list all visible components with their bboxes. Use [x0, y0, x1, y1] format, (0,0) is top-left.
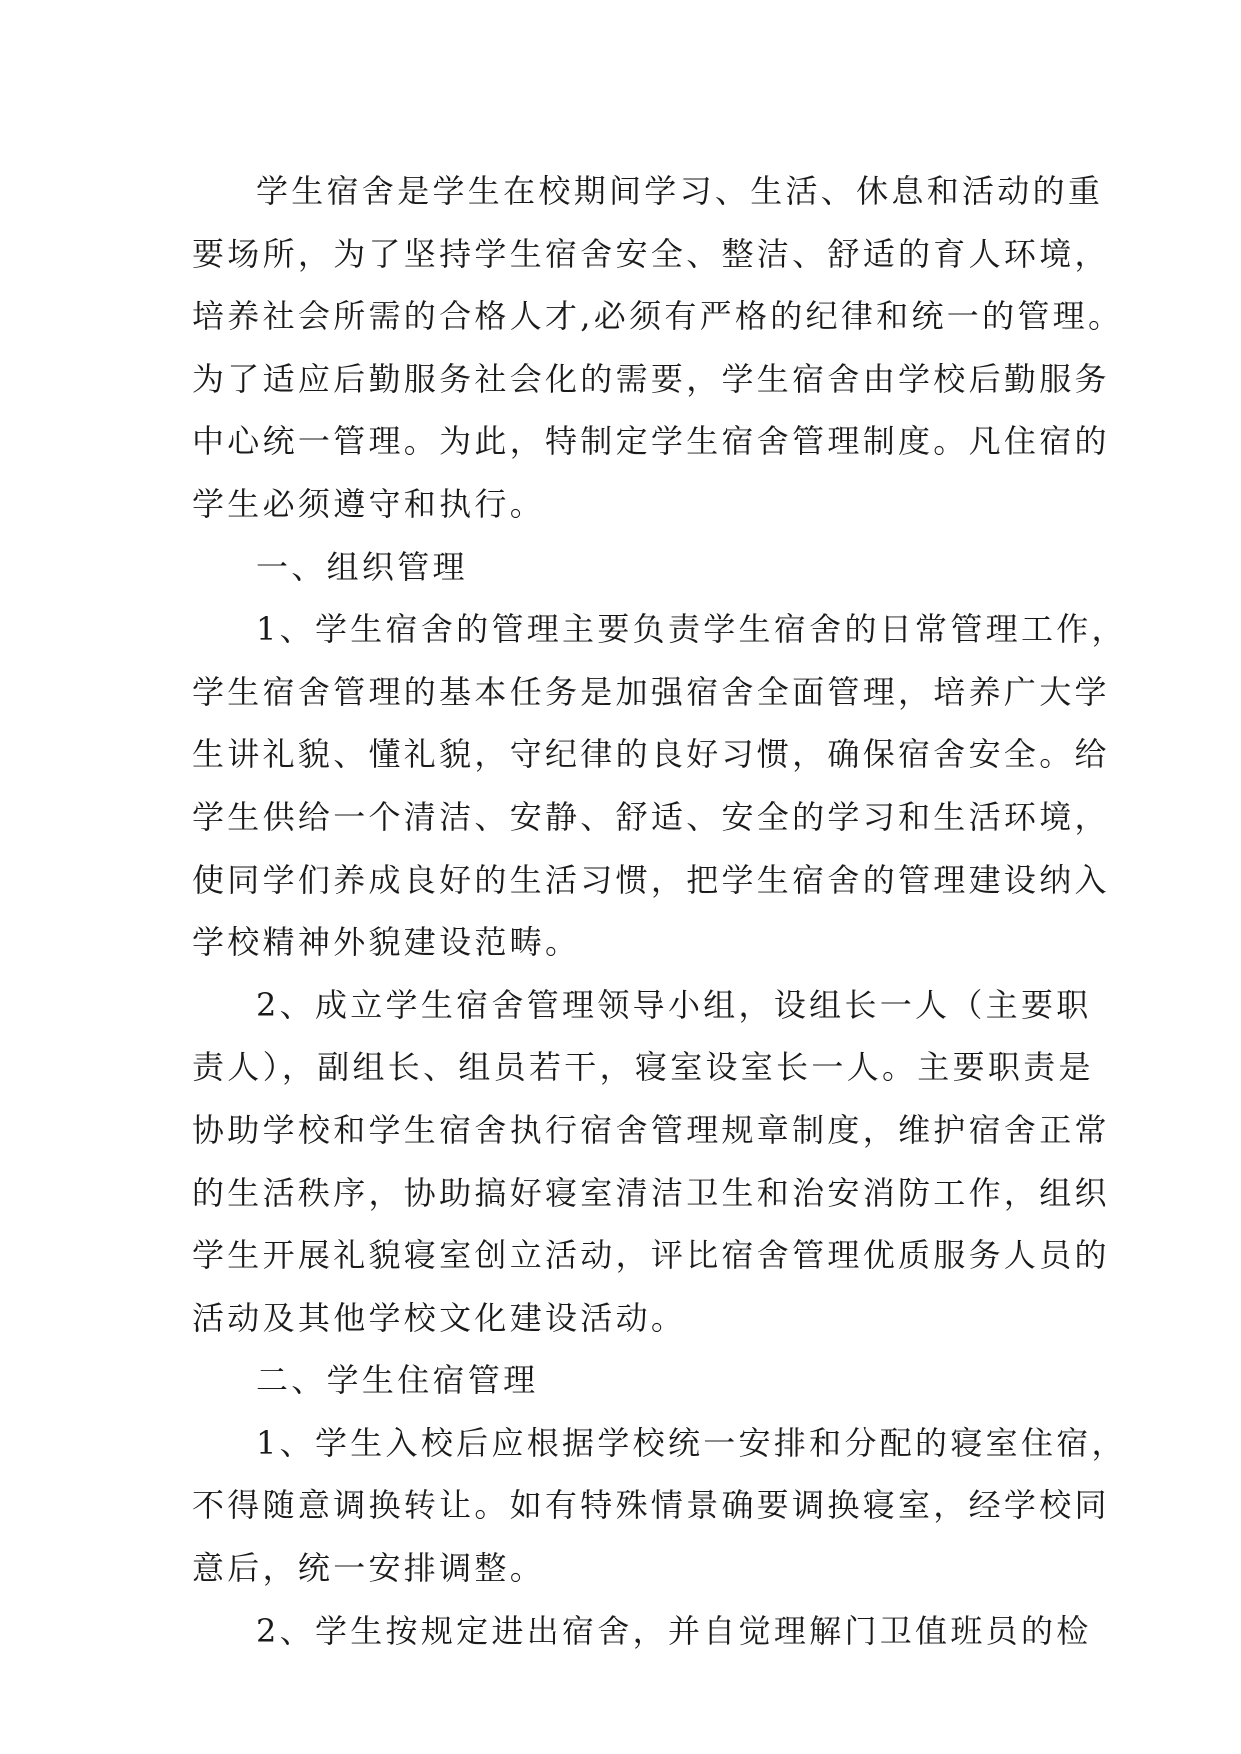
- text-line: 学校精神外貌建设范畴。: [192, 923, 581, 962]
- text-line: 学生供给一个清洁、安静、舒适、安全的学习和生活环境，: [192, 797, 1110, 836]
- document-body: [192, 160, 1127, 1662]
- text-line: 不得随意调换转让。如有特殊情景确要调换寝室，经学校同: [192, 1486, 1110, 1525]
- section-heading: 二、学生住宿管理: [256, 1361, 539, 1400]
- text-line: 要场所，为了坚持学生宿舍安全、整洁、舒适的育人环境，: [192, 234, 1110, 273]
- text-line: 1、学生入校后应根据学校统一安排和分配的寝室住宿，: [256, 1423, 1127, 1462]
- text-line: 协助学校和学生宿舍执行宿舍管理规章制度，维护宿舍正常: [192, 1110, 1110, 1149]
- section-heading: 一、组织管理: [256, 547, 468, 586]
- text-line: 责人），副组长、组员若干，寝室设室长一人。主要职责是: [192, 1048, 1094, 1087]
- text-line: 学生必须遵守和执行。: [192, 484, 546, 523]
- text-line: 中心统一管理。为此，特制定学生宿舍管理制度。凡住宿的: [192, 422, 1110, 461]
- text-line: 使同学们养成良好的生活习惯，把学生宿舍的管理建设纳入: [192, 860, 1110, 899]
- text-line: 培养社会所需的合格人才,必须有严格的纪律和统一的管理。: [192, 297, 1124, 336]
- text-line: 2、学生按规定进出宿舍，并自觉理解门卫值班员的检: [256, 1611, 1092, 1650]
- text-line: 1、学生宿舍的管理主要负责学生宿舍的日常管理工作，: [256, 610, 1127, 649]
- text-line: 生讲礼貌、懂礼貌，守纪律的良好习惯，确保宿舍安全。给: [192, 735, 1110, 774]
- text-line: 活动及其他学校文化建设活动。: [192, 1298, 687, 1337]
- text-line: 为了适应后勤服务社会化的需要，学生宿舍由学校后勤服务: [192, 359, 1110, 398]
- text-line: 学生开展礼貌寝室创立活动，评比宿舍管理优质服务人员的: [192, 1236, 1110, 1275]
- text-line: 学生宿舍是学生在校期间学习、生活、休息和活动的重: [256, 172, 1104, 210]
- text-line: 意后，统一安排调整。: [192, 1549, 546, 1588]
- text-line: 2、成立学生宿舍管理领导小组，设组长一人（主要职: [256, 985, 1092, 1024]
- text-line: 的生活秩序，协助搞好寝室清洁卫生和治安消防工作，组织: [192, 1173, 1110, 1212]
- text-line: 学生宿舍管理的基本任务是加强宿舍全面管理，培养广大学: [192, 672, 1110, 711]
